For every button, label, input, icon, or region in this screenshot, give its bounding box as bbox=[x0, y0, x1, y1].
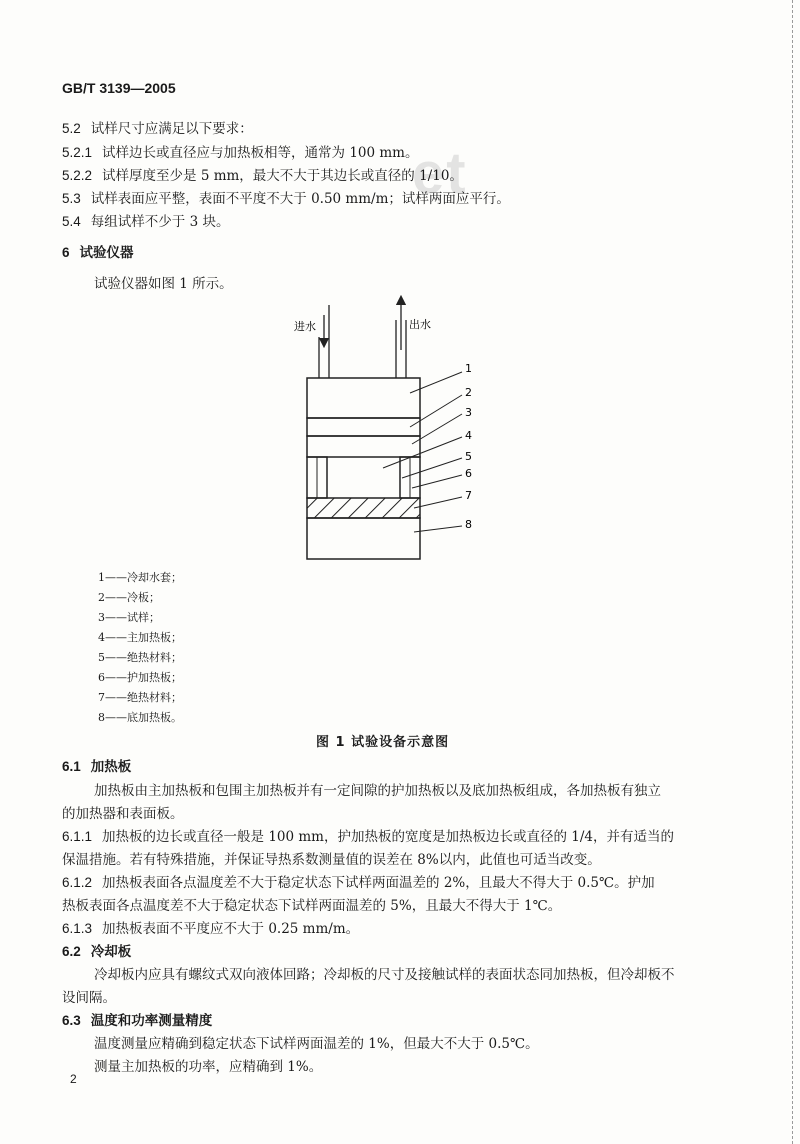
paragraph-line: 冷却板内应具有螺纹式双向液体回路；冷却板的尺寸及接触试样的表面状态同加热板，但冷却板不 bbox=[94, 967, 675, 983]
clause-number: 6.1.1 bbox=[62, 829, 93, 844]
figure-caption: 图 1 试验设备示意图 bbox=[316, 735, 450, 750]
clause-number: 5.2.1 bbox=[62, 145, 93, 160]
leader-line-1 bbox=[410, 372, 462, 393]
leader-line-2 bbox=[410, 395, 462, 427]
legend-item-1: 1——冷却水套； bbox=[98, 571, 182, 584]
clause-text: 试样边长或直径应与加热板相等，通常为 100 mm。 bbox=[102, 145, 419, 161]
callout-2: 2 bbox=[465, 386, 472, 399]
insulation-layer bbox=[307, 498, 420, 518]
legend-item-7: 7——绝热材料； bbox=[98, 691, 182, 704]
clause-number: 5.2 bbox=[62, 121, 81, 136]
leader-line-7 bbox=[414, 497, 462, 508]
cooling-water-jacket bbox=[307, 378, 420, 418]
clause-text: 试样尺寸应满足以下要求： bbox=[90, 121, 253, 137]
clause-title: 冷却板 bbox=[90, 944, 132, 960]
callout-5: 5 bbox=[465, 450, 472, 463]
legend-item-3: 3——试样； bbox=[98, 611, 160, 624]
main-heater bbox=[327, 457, 400, 498]
callout-1: 1 bbox=[465, 362, 472, 375]
clause-number: 5.2.2 bbox=[62, 168, 93, 183]
legend-item-8: 8——底加热板。 bbox=[98, 711, 182, 724]
legend-item-6: 6——护加热板； bbox=[98, 671, 182, 684]
clause-text: 试样表面应平整，表面不平度不大于 0.50 mm/m；试样两面应平行。 bbox=[90, 191, 510, 207]
section-number: 6 bbox=[62, 245, 70, 260]
section-6-intro: 试验仪器如图 1 所示。 bbox=[94, 276, 233, 292]
clause-number: 6.1 bbox=[62, 759, 81, 774]
clause-text: 加热板表面各点温度差不大于稳定状态下试样两面温差的 2%，且最大不得大于 0.5℃。护加 bbox=[102, 875, 655, 891]
clause-number: 6.2 bbox=[62, 944, 81, 959]
legend-item-2: 2——冷板； bbox=[98, 591, 160, 604]
paragraph-line: 加热板由主加热板和包围主加热板并有一定间隙的护加热板以及底加热板组成，各加热板有独立 bbox=[94, 783, 661, 799]
callout-8: 8 bbox=[465, 518, 472, 531]
clause-6-3-heading bbox=[62, 1012, 212, 1030]
callout-7: 7 bbox=[465, 489, 472, 502]
clause-6-1-heading bbox=[62, 758, 131, 776]
inlet-label: 进水 bbox=[294, 320, 316, 333]
clause-text: 每组试样不少于 3 块。 bbox=[90, 214, 230, 230]
paragraph-line: 的加热器和表面板。 bbox=[62, 806, 184, 822]
clause-number: 6.1.2 bbox=[62, 875, 93, 890]
bottom-heater bbox=[307, 518, 420, 559]
paragraph-line: 保温措施。若有特殊措施，并保证导热系数测量值的误差在 8%以内，此值也可适当改变。 bbox=[62, 852, 601, 868]
outlet-label: 出水 bbox=[409, 318, 431, 331]
clause-text: 试样厚度至少是 5 mm，最大不大于其边长或直径的 1/10。 bbox=[102, 168, 463, 184]
clause-6-1-3 bbox=[62, 920, 359, 938]
leader-line-8 bbox=[414, 526, 462, 532]
clause-number: 6.1.3 bbox=[62, 921, 93, 936]
standard-number: GB/T 3139—2005 bbox=[62, 80, 176, 96]
paragraph-line: 热板表面各点温度差不大于稳定状态下试样两面温差的 5%，且最大不得大于 1℃。 bbox=[62, 898, 562, 914]
clause-6-1-1 bbox=[62, 828, 674, 846]
legend-item-4: 4——主加热板； bbox=[98, 631, 182, 644]
callout-3: 3 bbox=[465, 406, 472, 419]
clause-text: 加热板表面不平度应不大于 0.25 mm/m。 bbox=[102, 921, 360, 937]
page-number: 2 bbox=[70, 1072, 77, 1086]
leader-line-5 bbox=[402, 458, 462, 478]
clause-text: 加热板的边长或直径一般是 100 mm，护加热板的宽度是加热板边长或直径的 1/4，并有适当的 bbox=[102, 829, 675, 845]
clause-title: 加热板 bbox=[90, 759, 132, 775]
specimen bbox=[307, 436, 420, 457]
clause-6-2-heading bbox=[62, 943, 131, 961]
legend-item-5: 5——绝热材料； bbox=[98, 651, 182, 664]
callout-4: 4 bbox=[465, 429, 472, 442]
leader-line-4 bbox=[383, 437, 462, 468]
clause-number: 6.3 bbox=[62, 1013, 81, 1028]
clause-number: 5.3 bbox=[62, 191, 81, 206]
callout-6: 6 bbox=[465, 467, 472, 480]
paragraph-line: 测量主加热板的功率，应精确到 1%。 bbox=[94, 1059, 323, 1075]
clause-title: 温度和功率测量精度 bbox=[90, 1013, 213, 1029]
clause-number: 5.4 bbox=[62, 214, 81, 229]
clause-6-1-2 bbox=[62, 874, 655, 892]
paragraph-line: 设间隔。 bbox=[62, 990, 116, 1006]
cold-plate bbox=[307, 418, 420, 436]
paragraph-line: 温度测量应精确到稳定状态下试样两面温差的 1%，但最大不大于 0.5℃。 bbox=[94, 1036, 539, 1052]
section-title: 试验仪器 bbox=[79, 245, 134, 261]
watermark: et bbox=[412, 141, 468, 206]
